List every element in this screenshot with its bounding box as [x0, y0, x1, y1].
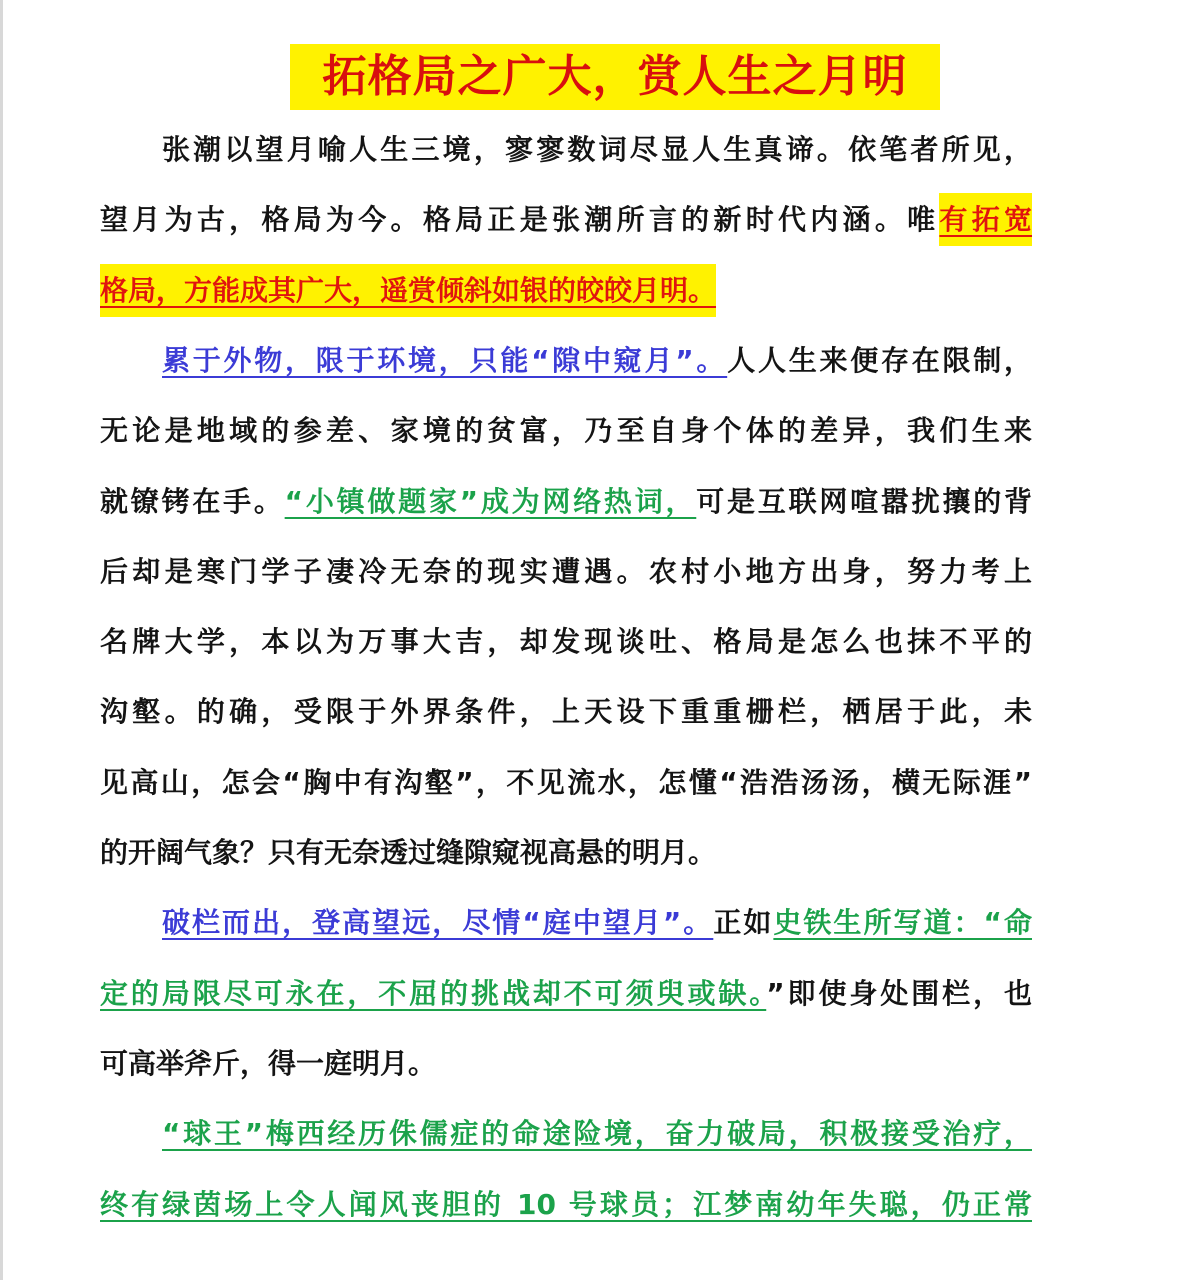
- text-line: [162, 130, 1032, 170]
- text-segment: 可高举斧斤，得一庭明月。: [100, 1046, 437, 1080]
- text-line: [100, 1185, 1032, 1225]
- text-segment: 的开阔气象？只有无奈透过缝隙窥视高悬的明月。: [100, 836, 717, 869]
- blue-highlighted-text: 破栏而出，登高望远，尽情“庭中望月”。: [162, 906, 714, 940]
- green-highlighted-text: “小镇做题家”成为网络热词，: [284, 484, 697, 518]
- text-segment: 正如: [713, 906, 774, 940]
- text-line: [162, 1114, 1032, 1154]
- page-edge: [0, 0, 3, 1280]
- text-segment: 无论是地域的参差、家境的贫富，乃至自身个体的差异，我们生来: [100, 414, 1032, 448]
- text-segment: 就镣铐在手。: [100, 484, 285, 518]
- green-highlighted-text: 史铁生所写道：“命: [773, 906, 1032, 940]
- red-highlighted-text: 有拓宽: [939, 193, 1032, 246]
- text-line: [162, 903, 1032, 943]
- text-segment: 可是互联网喧嚣扰攘的背: [696, 484, 1032, 518]
- text-segment: 后却是寒门学子凄冷无奈的现实遭遇。农村小地方出身，努力考上: [100, 554, 1032, 588]
- text-segment: 沟壑。的确，受限于外界条件，上天设下重重栅栏，栖居于此，未: [100, 695, 1032, 729]
- text-line: [100, 482, 1032, 522]
- text-line: [100, 833, 1032, 873]
- green-highlighted-text: 终有绿茵场上令人闻风丧胆的 10 号球员；江梦南幼年失聪，仍正常: [100, 1187, 1032, 1221]
- essay-title: 拓格局之广大，赏人生之月明: [290, 44, 940, 110]
- text-line: [100, 974, 1032, 1014]
- text-line: [100, 692, 1032, 732]
- text-line: [162, 341, 1032, 381]
- text-line: [100, 271, 1032, 311]
- green-highlighted-text: “球王”梅西经历侏儒症的命途险境，奋力破局，积极接受治疗，: [162, 1117, 1032, 1151]
- text-line: [100, 411, 1032, 451]
- green-highlighted-text: 定的局限尽可永在，不屈的挑战却不可须臾或缺。: [100, 976, 767, 1010]
- text-line: [100, 552, 1032, 592]
- red-highlighted-text: 格局，方能成其广大，遥赏倾斜如银的皎皎月明。: [100, 264, 716, 317]
- text-segment: 人人生来便存在限制，: [727, 343, 1032, 377]
- text-line: [100, 200, 1032, 240]
- text-segment: 见高山，怎会“胸中有沟壑”，不见流水，怎懂“浩浩汤汤，横无际涯”: [100, 765, 1032, 799]
- text-line: [100, 622, 1032, 662]
- text-segment: 名牌大学，本以为万事大吉，却发现谈吐、格局是怎么也抹不平的: [100, 625, 1032, 659]
- text-line: [100, 1044, 1032, 1084]
- text-segment: 张潮以望月喻人生三境，寥寥数词尽显人生真谛。依笔者所见，: [162, 133, 1032, 166]
- text-segment: 望月为古，格局为今。格局正是张潮所言的新时代内涵。唯: [100, 203, 940, 237]
- blue-highlighted-text: 累于外物，限于环境，只能“隙中窥月”。: [162, 343, 728, 377]
- text-segment: ”即使身处围栏，也: [766, 976, 1032, 1010]
- text-line: [100, 763, 1032, 803]
